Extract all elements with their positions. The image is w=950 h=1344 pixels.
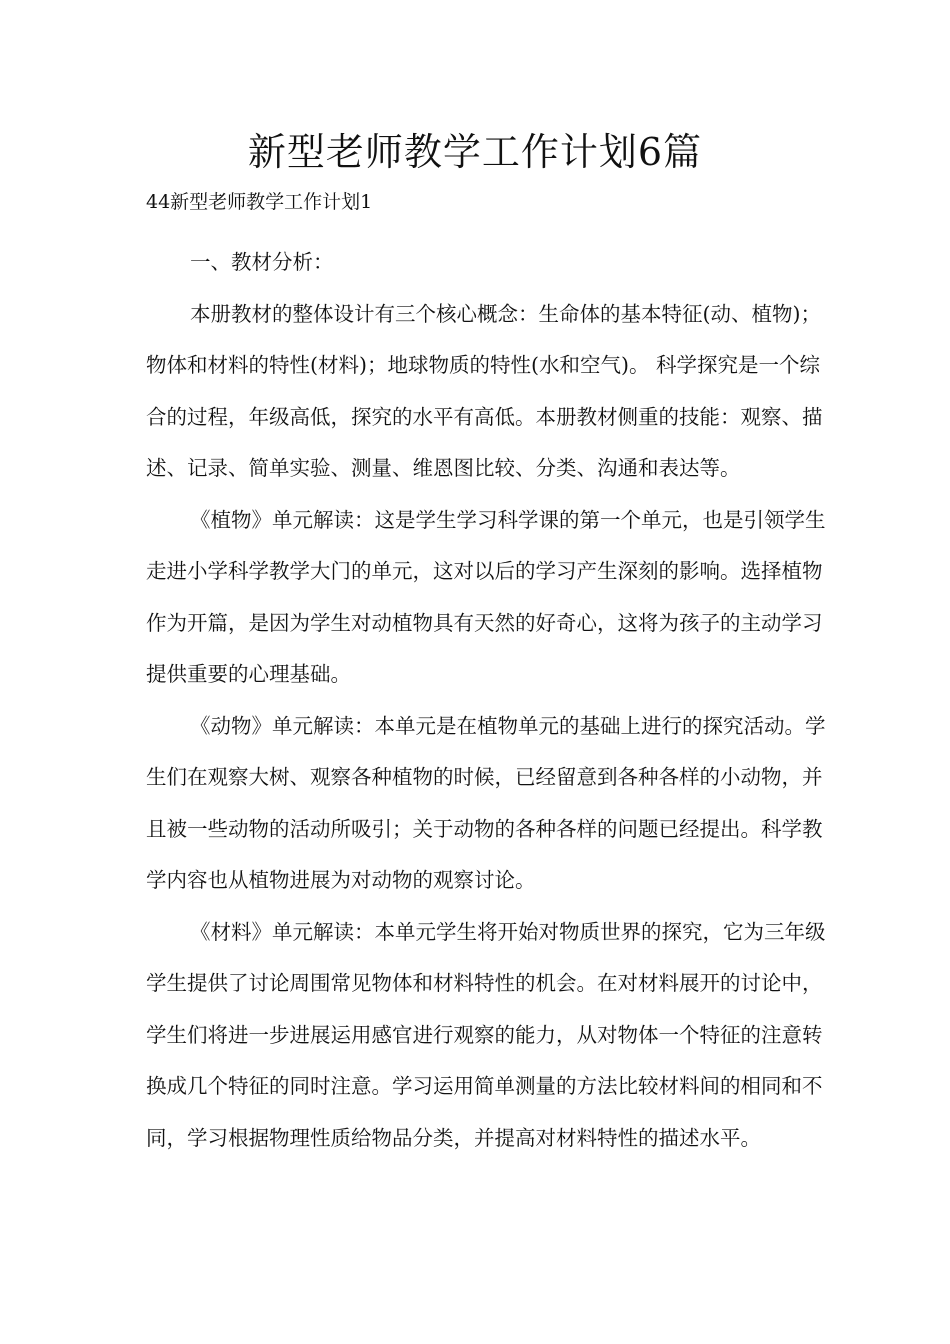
document-title: 新型老师教学工作计划6篇 <box>247 130 703 174</box>
paragraph-materials-unit: 《材料》单元解读：本单元学生将开始对物质世界的探究，它为三年级学生提供了讨论周围常见物体和材料特性的机会。在对材料展开的讨论中，学生们将进一步进展运用感官进行观察的能力，从对物体一个特征的注意转换成几个特征的同时注意。学习运用简单测量的方法比较材料间的相同和不同，学习根据物理性质给物品分类，并提高对材料特性的描述水平。 <box>146 919 826 1150</box>
document-subtitle: 44新型老师教学工作计划1 <box>146 191 373 213</box>
paragraph-animals-unit: 《动物》单元解读：本单元是在植物单元的基础上进行的探究活动。学生们在观察大树、观察各种植物的时候，已经留意到各种各样的小动物，并且被一些动物的活动所吸引；关于动物的各种各样的问题已经提出。科学教学内容也从植物进展为对动物的观察讨论。 <box>146 713 826 892</box>
paragraph-core-concepts: 本册教材的整体设计有三个核心概念：生命体的基本特征(动、植物)；物体和材料的特性(材料)；地球物质的特性(水和空气)。 科学探究是一个综合的过程，年级高低，探究的水平有高低。本册教材侧重的技能：观察、描述、记录、简单实验、测量、维恩图比较、分类、沟通和表达等。 <box>146 301 823 480</box>
section-heading: 一、教材分析： <box>190 250 334 274</box>
paragraph-plants-unit: 《植物》单元解读：这是学生学习科学课的第一个单元，也是引领学生走进小学科学教学大门的单元，这对以后的学习产生深刻的影响。选择植物作为开篇，是因为学生对动植物具有天然的好奇心，这将为孩子的主动学习提供重要的心理基础。 <box>146 507 826 686</box>
document-body <box>146 237 826 1164</box>
